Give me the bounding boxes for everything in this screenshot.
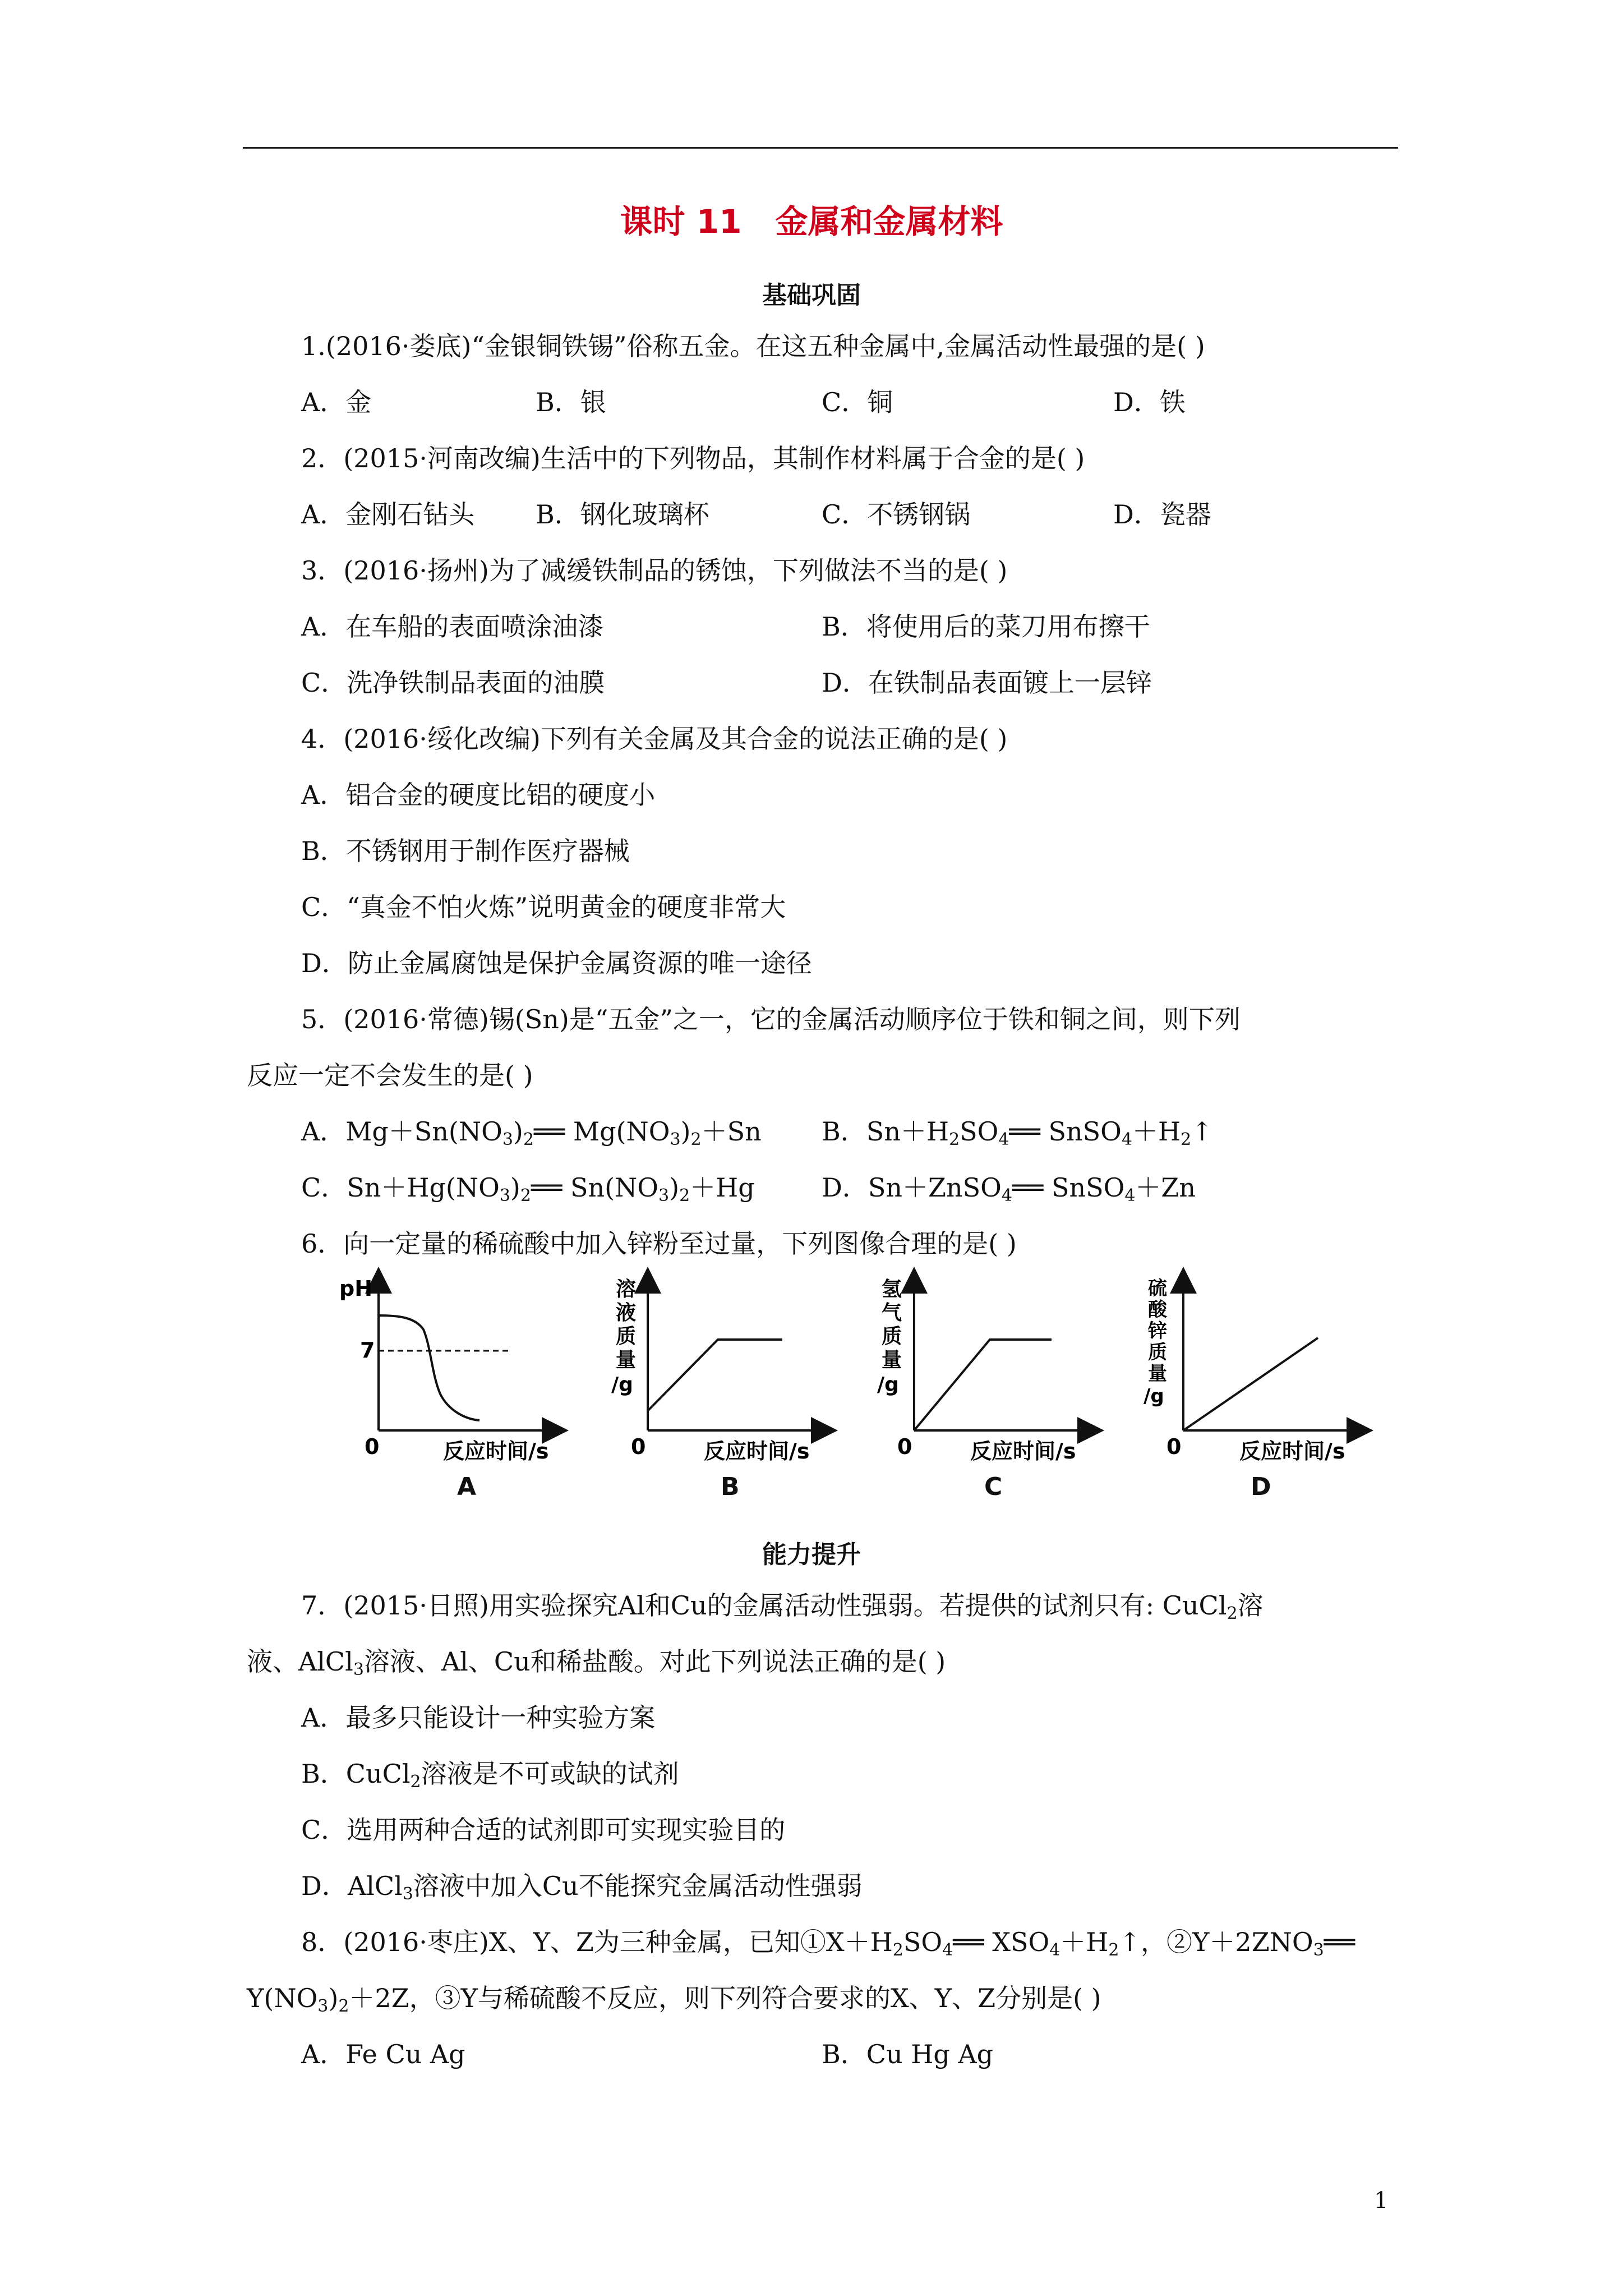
q1-option-c: C．铜	[822, 387, 893, 417]
graph-c-origin: 0	[897, 1434, 912, 1459]
q4-option-a: A．铝合金的硬度比铝的硬度小	[301, 780, 656, 810]
svg-text:溶: 溶	[616, 1278, 637, 1301]
graph-d-origin: 0	[1166, 1434, 1182, 1459]
page-title	[0, 195, 1623, 242]
graph-a-ytick: 7	[360, 1338, 375, 1363]
q4-stem: 4．(2016·绥化改编)下列有关金属及其合金的说法正确的是( )	[301, 724, 1008, 754]
svg-text:质: 质	[1148, 1341, 1167, 1364]
q4-option-c: C．“真金不怕火炼”说明黄金的硬度非常大	[301, 892, 786, 922]
svg-text:/g: /g	[877, 1373, 899, 1396]
svg-text:硫: 硫	[1148, 1277, 1167, 1300]
q5-stem-line2: 反应一定不会发生的是( )	[247, 1060, 533, 1091]
q1-option-a: A．金	[301, 387, 372, 417]
header-rule	[243, 147, 1398, 149]
q2-option-a: A．金刚石钻头	[301, 499, 475, 530]
graph-a-xlabel: 反应时间/s	[443, 1439, 549, 1464]
svg-text:质: 质	[616, 1325, 637, 1348]
graph-c-ylabel	[877, 1278, 902, 1396]
section-advanced: 能力提升	[762, 1540, 861, 1569]
q5-option-a: A．$Mg+Sn(NO_3)_2══$ $Mg(NO_3)_2+Sn$	[301, 1116, 762, 1149]
svg-text:气: 气	[882, 1301, 902, 1324]
graph-a-curve	[379, 1315, 479, 1420]
lesson-number: 课时 11	[620, 203, 742, 241]
page-number: 1	[1374, 2188, 1389, 2214]
q7-option-c: C．选用两种合适的试剂即可实现实验目的	[301, 1815, 786, 1845]
section-basic: 基础巩固	[762, 281, 861, 310]
q2-stem: 2．(2015·河南改编)生活中的下列物品，其制作材料属于合金的是( )	[301, 443, 1085, 473]
graph-d-curve	[1183, 1338, 1318, 1430]
q8-stem-line2: $Y(NO_3)_2+2Z$，③Y与稀硫酸不反应，则下列符合要求的X、Y、Z分别是( )	[247, 1983, 1101, 2016]
q3-option-b: B．将使用后的菜刀用布擦干	[822, 611, 1150, 642]
q4-option-b: B．不锈钢用于制作医疗器械	[301, 836, 630, 866]
q8-option-a: A．Fe Cu Ag	[301, 2039, 465, 2069]
graph-d-xlabel: 反应时间/s	[1239, 1439, 1345, 1464]
graph-c-caption: C	[984, 1473, 1003, 1501]
q3-option-d: D．在铁制品表面镀上一层锌	[822, 668, 1152, 698]
q5-option-c: C．$Sn+Hg(NO_3)_2══$ $Sn(NO_3)_2+Hg$	[301, 1172, 755, 1205]
svg-text:锌: 锌	[1148, 1320, 1167, 1342]
q2-option-d: D．瓷器	[1113, 499, 1211, 530]
svg-text:/g: /g	[1144, 1385, 1164, 1407]
q7-option-d: D．AlCl$_3$溶液中加入Cu不能探究金属活动性强弱	[301, 1871, 863, 1904]
graph-d-ylabel	[1144, 1277, 1168, 1407]
q3-option-a: A．在车船的表面喷涂油漆	[301, 611, 604, 642]
svg-text:酸: 酸	[1148, 1299, 1167, 1321]
q3-stem: 3．(2016·扬州)为了减缓铁制品的锈蚀，下列做法不当的是( )	[301, 555, 1008, 586]
svg-text:液: 液	[616, 1301, 637, 1324]
q7-option-a: A．最多只能设计一种实验方案	[301, 1703, 656, 1733]
q7-stem-line2: 液、AlCl$_3$溶液、Al、Cu和稀盐酸。对此下列说法正确的是( )	[247, 1646, 946, 1680]
q1-stem: 1.(2016·娄底)“金银铜铁锡”俗称五金。在这五种金属中,金属活动性最强的是( )	[301, 331, 1205, 361]
svg-text:量: 量	[882, 1349, 902, 1372]
q7-option-b: B．CuCl$_2$溶液是不可或缺的试剂	[301, 1759, 679, 1792]
lesson-topic: 金属和金属材料	[775, 203, 1003, 241]
q8-stem-line1: 8．(2016·枣庄)X、Y、Z为三种金属，已知$①X+H_2SO_4══$ $XSO_4+H_2↑$，$②Y+2ZNO_3══$	[301, 1927, 1355, 1960]
graph-c-xlabel: 反应时间/s	[970, 1439, 1076, 1464]
q1-option-b: B．银	[536, 387, 606, 417]
graph-a-ylabel: pH	[339, 1276, 373, 1301]
svg-text:/g: /g	[611, 1373, 633, 1396]
q8-option-b: B．Cu Hg Ag	[822, 2039, 994, 2069]
graph-b-xlabel: 反应时间/s	[704, 1439, 810, 1464]
q5-option-d: D．Sn＋ZnSO$_4$══ SnSO$_4$＋Zn	[822, 1172, 1196, 1205]
graph-a-origin: 0	[365, 1434, 380, 1459]
graph-c-curve	[914, 1340, 1052, 1430]
q2-option-c: C．不锈钢锅	[822, 499, 971, 530]
graph-d-caption: D	[1251, 1473, 1271, 1501]
q1-option-d: D．铁	[1113, 387, 1186, 417]
q2-option-b: B．钢化玻璃杯	[536, 499, 709, 530]
q6-stem: 6．向一定量的稀硫酸中加入锌粉至过量，下列图像合理的是( )	[301, 1228, 1017, 1259]
svg-text:质: 质	[882, 1325, 902, 1348]
q7-stem-line1: 7．(2015·日照)用实验探究Al和Cu的金属活动性强弱。若提供的试剂只有: CuCl$_2$溶	[301, 1590, 1264, 1623]
svg-text:量: 量	[1148, 1363, 1167, 1385]
svg-text:氢: 氢	[882, 1278, 902, 1301]
q4-option-d: D．防止金属腐蚀是保护金属资源的唯一途径	[301, 948, 812, 978]
q5-stem-line1: 5．(2016·常德)锡(Sn)是“五金”之一，它的金属活动顺序位于铁和铜之间，则下列	[301, 1004, 1241, 1034]
graph-b-origin: 0	[631, 1434, 646, 1459]
graph-b-caption: B	[721, 1473, 740, 1501]
q5-option-b: B．$Sn+H_2SO_4══$ $SnSO_4+H_2↑$	[822, 1116, 1213, 1149]
q3-option-c: C．洗净铁制品表面的油膜	[301, 668, 605, 698]
graph-b-curve	[648, 1340, 782, 1411]
svg-text:量: 量	[616, 1349, 637, 1372]
graph-a-caption: A	[457, 1473, 477, 1501]
graph-b-ylabel	[611, 1278, 636, 1396]
